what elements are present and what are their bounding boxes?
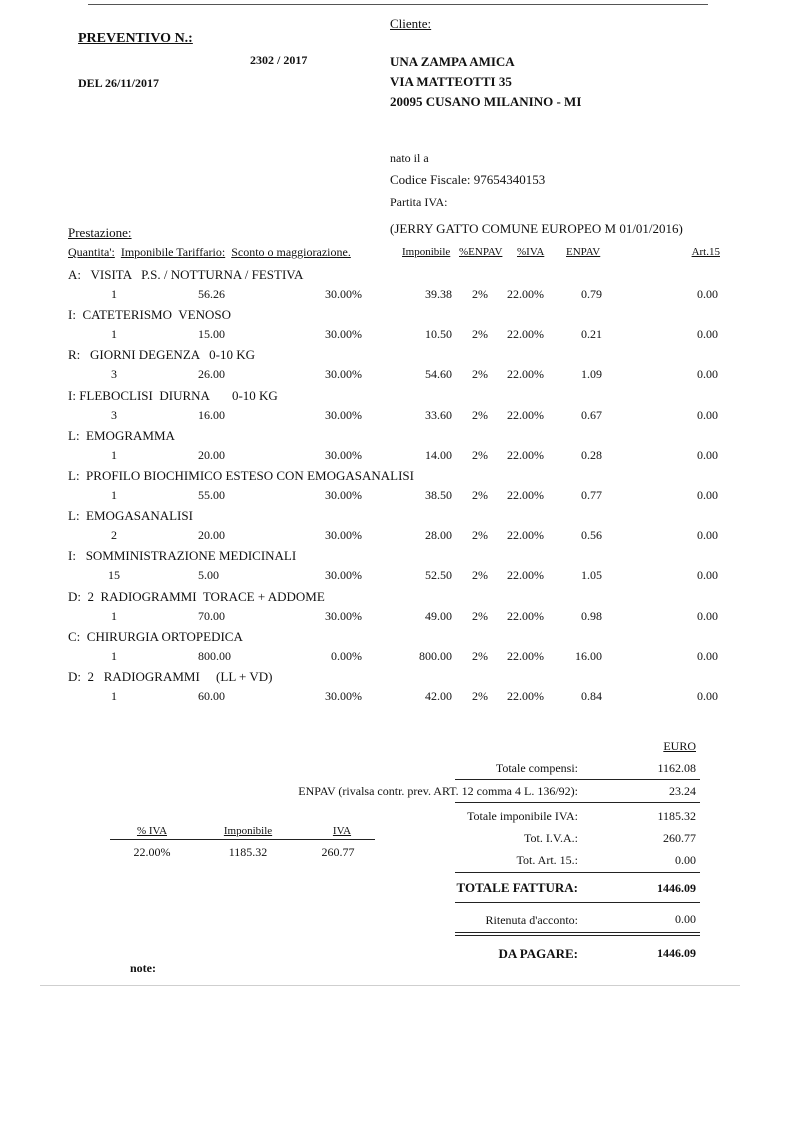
item-discount: 30.00% xyxy=(325,568,362,583)
col-tariff: Imponibile Tariffario: xyxy=(120,245,226,259)
item-enpav: 16.00 xyxy=(575,648,602,663)
col-discount: Sconto o maggiorazione. xyxy=(231,245,351,259)
item-art15: 0.00 xyxy=(697,689,718,703)
enpav-rivalsa-label: ENPAV (rivalsa contr. prev. ART. 12 comma 4 L. 136/92): xyxy=(298,784,578,798)
col-imponibile: Imponibile xyxy=(402,246,451,258)
item-enpav: 1.09 xyxy=(581,367,602,382)
da-pagare-label: DA PAGARE: xyxy=(498,946,578,961)
item-iva-pct: 22.00% xyxy=(507,608,544,623)
tot-iva-label: Tot. I.V.A.: xyxy=(524,831,578,845)
client-street: VIA MATTEOTTI 35 xyxy=(390,74,512,89)
vat-summary-col-iva-pct: % IVA xyxy=(136,825,168,837)
item-qty: 2 xyxy=(111,528,117,543)
item-tariff: 56.26 xyxy=(198,287,225,301)
item-imponibile: 39.38 xyxy=(425,287,452,301)
item-enpav: 0.28 xyxy=(581,447,602,462)
item-qty: 1 xyxy=(111,488,117,502)
item-iva-pct: 22.00% xyxy=(507,367,544,382)
item-art15: 0.00 xyxy=(697,327,718,342)
item-tariff: 15.00 xyxy=(198,327,225,342)
item-discount: 30.00% xyxy=(325,608,362,623)
item-discount: 30.00% xyxy=(325,528,362,543)
item-imponibile: 38.50 xyxy=(425,488,452,502)
rule xyxy=(455,872,700,873)
vat-summary-imponibile: 1185.32 xyxy=(228,845,268,859)
item-imponibile: 49.00 xyxy=(425,608,452,623)
item-tariff: 5.00 xyxy=(198,568,219,583)
item-imponibile: 28.00 xyxy=(425,528,452,543)
totale-fattura-label: TOTALE FATTURA: xyxy=(456,880,578,895)
item-iva-pct: 22.00% xyxy=(507,488,544,502)
item-description: I: FLEBOCLISI DIURNA 0-10 KG xyxy=(68,387,278,403)
item-discount: 30.00% xyxy=(325,407,362,422)
item-tariff: 16.00 xyxy=(198,407,225,422)
item-iva-pct: 22.00% xyxy=(507,648,544,663)
rule xyxy=(455,902,700,903)
document-title: PREVENTIVO N.: xyxy=(78,31,193,46)
col-art15: Art.15 xyxy=(691,246,720,258)
item-description: C: CHIRURGIA ORTOPEDICA xyxy=(68,628,243,644)
client-vat: Partita IVA: xyxy=(390,195,448,209)
item-description: L: PROFILO BIOCHIMICO ESTESO CON EMOGASANALISI xyxy=(68,468,414,483)
item-enpav: 0.98 xyxy=(581,608,602,623)
item-enpav-pct: 2% xyxy=(472,648,488,663)
rule xyxy=(455,802,700,803)
vat-summary-col-imponibile: Imponibile xyxy=(223,825,273,837)
tot-iva-value: 260.77 xyxy=(663,831,696,845)
item-qty: 1 xyxy=(111,689,117,703)
column-headers-left xyxy=(68,245,351,260)
item-qty: 3 xyxy=(111,367,117,382)
item-imponibile: 54.60 xyxy=(425,367,452,382)
item-imponibile: 33.60 xyxy=(425,407,452,422)
client-label: Cliente: xyxy=(390,16,432,31)
document-number: 2302 / 2017 xyxy=(250,53,308,67)
item-imponibile: 52.50 xyxy=(425,568,452,583)
item-iva-pct: 22.00% xyxy=(507,568,544,583)
item-imponibile: 42.00 xyxy=(425,689,452,703)
item-enpav-pct: 2% xyxy=(472,367,488,382)
item-qty: 1 xyxy=(111,327,117,342)
ritenuta-value: 0.00 xyxy=(675,912,696,926)
col-qty: Quantita': xyxy=(68,245,115,259)
item-description: L: EMOGRAMMA xyxy=(68,427,175,443)
item-qty: 15 xyxy=(108,568,120,583)
item-description: D: 2 RADIOGRAMMI (LL + VD) xyxy=(68,669,273,684)
vat-summary-rule xyxy=(110,839,375,840)
item-enpav-pct: 2% xyxy=(472,287,488,301)
item-enpav-pct: 2% xyxy=(472,528,488,543)
item-art15: 0.00 xyxy=(697,407,718,422)
item-art15: 0.00 xyxy=(697,447,718,462)
ritenuta-label: Ritenuta d'acconto: xyxy=(485,913,578,927)
item-description: A: VISITA P.S. / NOTTURNA / FESTIVA xyxy=(68,267,304,282)
rule xyxy=(455,932,700,933)
item-tariff: 26.00 xyxy=(198,367,225,382)
da-pagare-value: 1446.09 xyxy=(657,946,696,960)
client-birth: nato il a xyxy=(390,151,429,165)
item-tariff: 20.00 xyxy=(198,447,225,462)
client-name: UNA ZAMPA AMICA xyxy=(390,54,515,69)
client-city: 20095 CUSANO MILANINO - MI xyxy=(390,94,582,109)
compensi-value: 1162.08 xyxy=(657,761,696,775)
client-fiscal-code: Codice Fiscale: 97654340153 xyxy=(390,172,546,187)
currency-label: EURO xyxy=(663,739,696,753)
item-enpav-pct: 2% xyxy=(472,488,488,502)
item-enpav-pct: 2% xyxy=(472,608,488,623)
item-iva-pct: 22.00% xyxy=(507,327,544,342)
imponibile-iva-value: 1185.32 xyxy=(657,809,696,823)
imponibile-iva-label: Totale imponibile IVA: xyxy=(467,809,578,823)
vat-summary-iva: 260.77 xyxy=(321,845,355,859)
item-description: L: EMOGASANALISI xyxy=(68,508,193,524)
item-imponibile: 800.00 xyxy=(419,648,452,663)
prestazione-label: Prestazione: xyxy=(68,225,132,240)
item-enpav: 0.77 xyxy=(581,488,602,502)
item-discount: 30.00% xyxy=(325,367,362,382)
item-enpav: 0.79 xyxy=(581,287,602,301)
vat-summary-col-iva: IVA xyxy=(332,825,352,837)
tot-art15-label: Tot. Art. 15.: xyxy=(516,853,578,867)
enpav-rivalsa-value: 23.24 xyxy=(669,784,696,798)
item-tariff: 70.00 xyxy=(198,608,225,623)
item-tariff: 55.00 xyxy=(198,488,225,502)
item-enpav-pct: 2% xyxy=(472,407,488,422)
item-description: R: GIORNI DEGENZA 0-10 KG xyxy=(68,347,256,363)
compensi-label: Totale compensi: xyxy=(495,761,578,775)
item-tariff: 20.00 xyxy=(198,528,225,543)
item-discount: 30.00% xyxy=(325,287,362,301)
item-enpav: 1.05 xyxy=(581,568,602,583)
item-enpav: 0.84 xyxy=(581,689,602,703)
item-art15: 0.00 xyxy=(697,488,718,502)
item-enpav: 0.21 xyxy=(581,327,602,342)
item-enpav-pct: 2% xyxy=(472,689,488,703)
tot-art15-value: 0.00 xyxy=(675,853,696,867)
item-tariff: 60.00 xyxy=(198,689,225,703)
item-qty: 1 xyxy=(111,447,117,462)
item-enpav: 0.67 xyxy=(581,407,602,422)
item-art15: 0.00 xyxy=(697,528,718,543)
item-discount: 30.00% xyxy=(325,488,362,502)
item-enpav-pct: 2% xyxy=(472,568,488,583)
item-enpav-pct: 2% xyxy=(472,327,488,342)
item-qty: 1 xyxy=(111,287,117,301)
col-enpav: ENPAV xyxy=(566,246,601,258)
item-enpav-pct: 2% xyxy=(472,447,488,462)
item-qty: 1 xyxy=(111,608,117,623)
rule xyxy=(455,779,700,780)
item-iva-pct: 22.00% xyxy=(507,689,544,703)
item-description: D: 2 RADIOGRAMMI TORACE + ADDOME xyxy=(68,588,325,604)
document-date: DEL 26/11/2017 xyxy=(78,76,160,90)
item-art15: 0.00 xyxy=(697,568,718,583)
item-iva-pct: 22.00% xyxy=(507,447,544,462)
notes-label: note: xyxy=(130,961,156,975)
rule xyxy=(455,935,700,936)
item-iva-pct: 22.00% xyxy=(507,287,544,301)
item-art15: 0.00 xyxy=(697,367,718,382)
item-qty: 3 xyxy=(111,407,117,422)
item-art15: 0.00 xyxy=(697,608,718,623)
vat-summary-iva-pct: 22.00% xyxy=(133,845,171,859)
col-iva-pct: %IVA xyxy=(517,246,545,258)
item-description: I: CATETERISMO VENOSO xyxy=(68,307,231,323)
item-discount: 30.00% xyxy=(325,447,362,462)
item-description: I: SOMMINISTRAZIONE MEDICINALI xyxy=(68,548,297,564)
item-art15: 0.00 xyxy=(697,648,718,663)
item-imponibile: 14.00 xyxy=(425,447,452,462)
patient-info: (JERRY GATTO COMUNE EUROPEO M 01/01/2016) xyxy=(390,221,683,236)
item-discount: 30.00% xyxy=(325,689,362,703)
bottom-rule xyxy=(40,985,740,986)
item-art15: 0.00 xyxy=(697,287,718,301)
item-iva-pct: 22.00% xyxy=(507,407,544,422)
item-imponibile: 10.50 xyxy=(425,327,452,342)
item-tariff: 800.00 xyxy=(198,648,231,663)
totale-fattura-value: 1446.09 xyxy=(657,881,696,895)
col-enpav-pct: %ENPAV xyxy=(459,246,503,258)
item-qty: 1 xyxy=(111,648,117,663)
item-discount: 0.00% xyxy=(331,648,362,663)
top-rule xyxy=(88,4,708,5)
item-iva-pct: 22.00% xyxy=(507,528,544,543)
item-discount: 30.00% xyxy=(325,327,362,342)
item-enpav: 0.56 xyxy=(581,528,602,543)
